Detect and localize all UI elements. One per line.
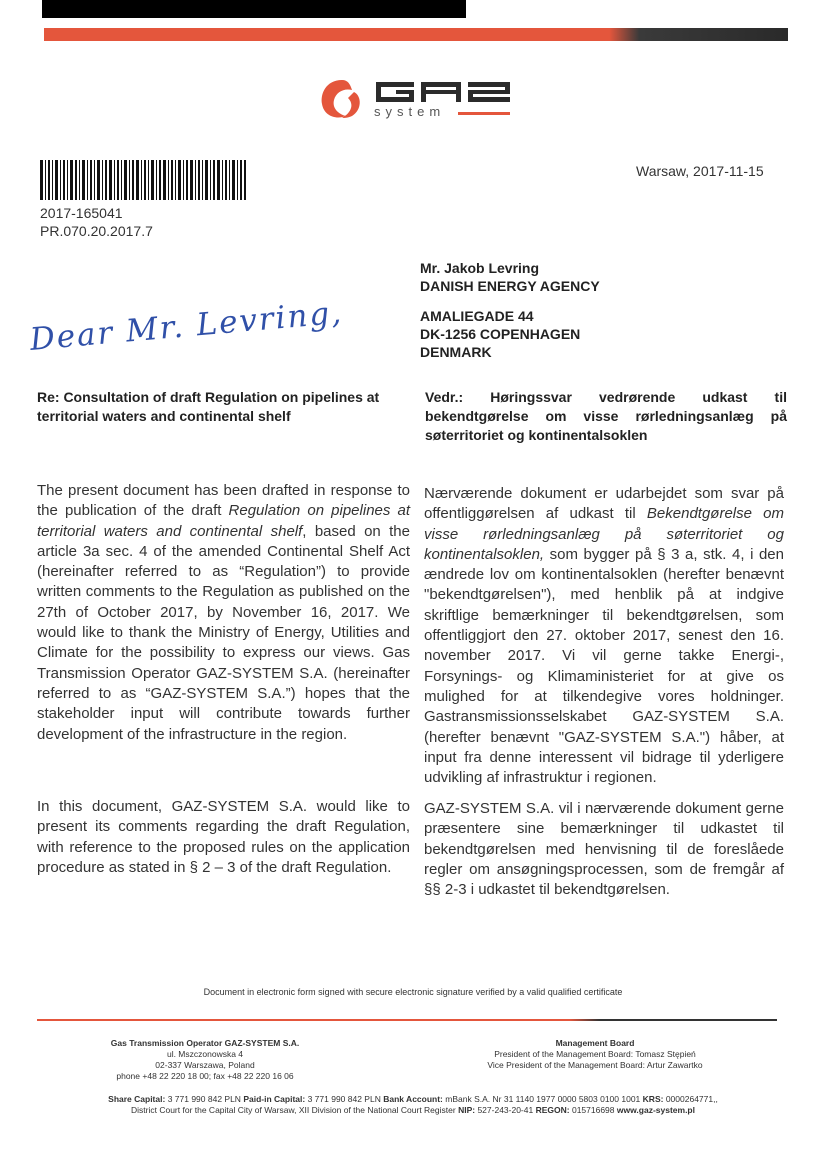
footer-legal-line-1: Share Capital: 3 771 990 842 PLN Paid-in Capital: 3 771 990 842 PLN Bank Account: mBank S.A. Nr 31 1140 1977 0000 5803 0100 1001 KRS: 0000264771,, (108, 1094, 718, 1104)
handwritten-greeting: Dear Mr. Levring, (28, 294, 345, 358)
paragraph-2-danish: GAZ-SYSTEM S.A. vil i nærværende dokument gerne præsentere sine bemærkninger til udkastet til bekendtgørelsen med henvisning til de foreslåede regler om ansøgningsprocessen, som de fremgår af §§ 2-3 i udkastet til bekendtgørelsen. (424, 800, 784, 899)
footer-legal-line-2: District Court for the Capital City of Warsaw, XII Division of the National Court Register NIP: 527-243-20-41 REGON: 015716698 www.gaz-system.pl (131, 1105, 695, 1115)
footer-company-phone: phone +48 22 220 18 00; fax +48 22 220 16 06 (116, 1071, 294, 1081)
document-number: 2017-165041 (40, 205, 123, 221)
logo-underline (458, 112, 510, 115)
esignature-note: Document in electronic form signed with secure electronic signature verified by a valid qualified certificate (203, 987, 623, 997)
footer-board (450, 1038, 740, 1071)
recipient-country: DENMARK (420, 344, 492, 360)
logo-flame-icon (322, 80, 360, 118)
header-color-bar (44, 28, 788, 41)
redaction-bar (42, 0, 466, 18)
recipient-city: DK-1256 COPENHAGEN (420, 326, 581, 342)
recipient-agency: DANISH ENERGY AGENCY (420, 278, 600, 294)
paragraph-2-english: In this document, GAZ-SYSTEM S.A. would like to present its comments regarding the draft Regulation, with reference to the proposed rules on the application procedure as stated in § 2 – 3 of the draft Regulation. (37, 798, 410, 876)
footer-website-link[interactable]: www.gaz-system.pl (616, 1105, 695, 1115)
footer-company-name: Gas Transmission Operator GAZ-SYSTEM S.A. (110, 1038, 300, 1048)
subject-english: Re: Consultation of draft Regulation on pipelines at territorial waters and continental shelf (37, 389, 380, 424)
paragraph-1-danish: Nærværende dokument er udarbejdet som svar på offentliggørelsen af udkast til Bekendtgørelse om visse rørledningsanlæg på søterritoriet og kontinentalsoklen, som bygger på § 3 a, stk. 4, i den ændrede lov om kontinentalsoklen (herefter benævnt "bekendtgørelsen"), med henblik på at indgive skriftlige bemærkninger til bekendtgørelsen, som offentliggjort den 27. oktober 2017, senest den 16. november 2017. Vi vil gerne takke Energi-, Forsynings- og Klimaministeriet for at give os mulighed for at tilkendegive vores holdninger. Gastransmissionsselskabet GAZ-SYSTEM S.A. (herefter benævnt "GAZ-SYSTEM S.A.") håber, at input fra denne interessent vil bidrage til yderligere udvikling af infrastruktur i regionen. (424, 485, 784, 787)
subject-danish: Vedr.: Høringssvar vedrørende udkast til bekendtgørelse om visse rørledningsanlæg på søterritoriet og kontinentalsoklen (425, 389, 787, 443)
letter-date: Warsaw, 2017-11-15 (636, 163, 764, 179)
logo-subtext: system (374, 104, 446, 119)
recipient-name: Mr. Jakob Levring (420, 260, 540, 276)
footer-divider (37, 1019, 777, 1021)
footer-board-title: Management Board (555, 1038, 635, 1048)
footer-company-street: ul. Mszczonowska 4 (166, 1049, 244, 1059)
paragraph-1-english: The present document has been drafted in response to the publication of the draft Regulation on pipelines at territorial waters and continental shelf, based on the article 3a sec. 4 of the amended Continental Shelf Act (hereinafter referred to as “Regulation”) to provide written comments to the Regulation as published on the 27th of October 2017, by November 16, 2017. We would like to thank the Ministry of Energy, Utilities and Climate for the possibility to express our views. Gas Transmission Operator GAZ-SYSTEM S.A. (hereinafter referred to as “GAZ-SYSTEM S.A.”) hopes that the stakeholder input will contribute towards further development of the infrastructure in the region. (37, 482, 410, 743)
footer-board-president: President of the Management Board: Tomasz Stępień (494, 1049, 696, 1059)
footer-company (90, 1038, 320, 1082)
reference-number: PR.070.20.2017.7 (40, 223, 153, 239)
recipient-street: AMALIEGADE 44 (420, 308, 534, 324)
footer-board-vice: Vice President of the Management Board: Artur Zawartko (487, 1060, 703, 1070)
footer-company-city: 02-337 Warszawa, Poland (155, 1060, 255, 1070)
footer-legal (30, 1094, 796, 1116)
logo-wordmark-icon (376, 82, 510, 102)
barcode (40, 160, 246, 200)
